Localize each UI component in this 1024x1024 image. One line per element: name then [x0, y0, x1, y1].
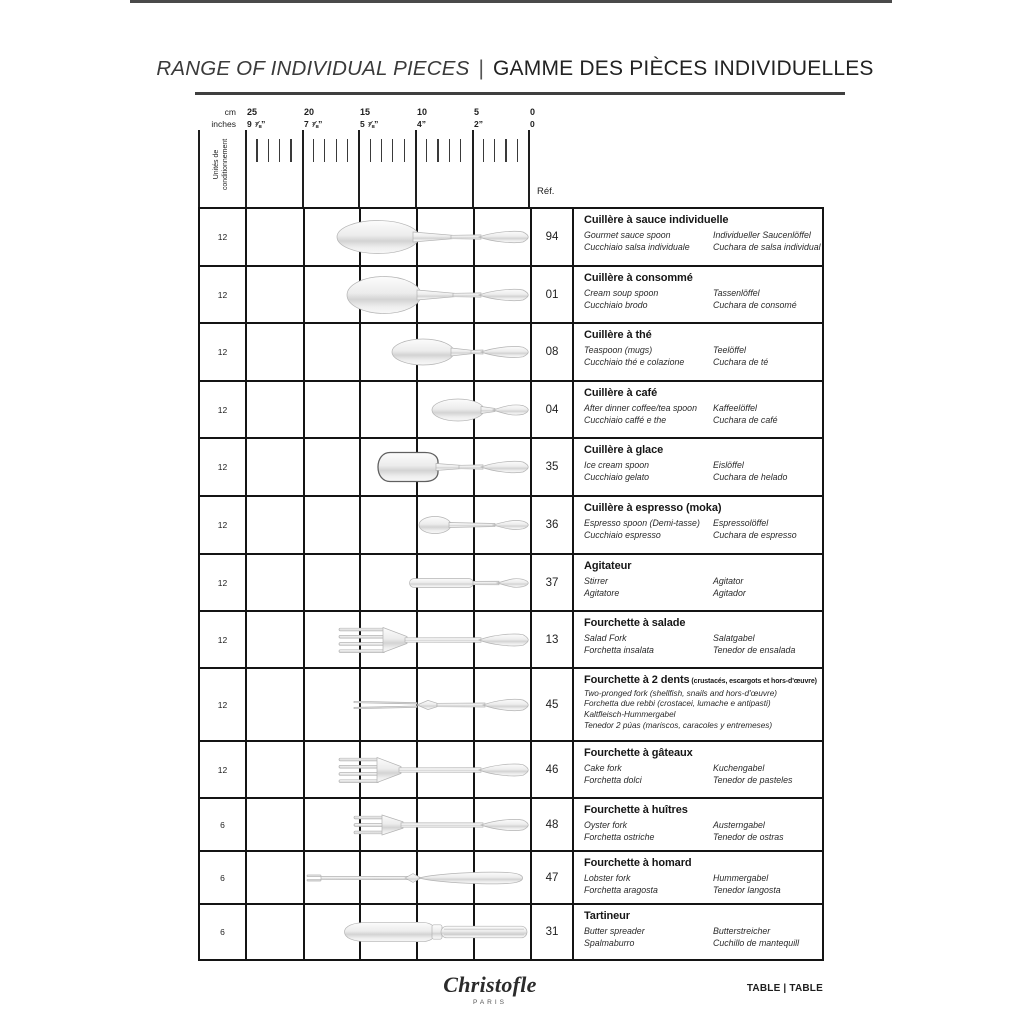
translations-left-column: [584, 632, 713, 657]
ruler-grid-cell: [247, 905, 532, 959]
ruler-tick: [290, 139, 291, 162]
ruler-cm-value: 10: [417, 107, 428, 117]
ref-number: 08: [532, 324, 574, 380]
piece-translations: [584, 287, 820, 312]
table-row: [200, 267, 822, 324]
table-row: [200, 497, 822, 555]
translations-right-column: [713, 459, 820, 484]
piece-name-french: Cuillère à consommé: [584, 272, 693, 284]
piece-description: [574, 382, 822, 437]
ruler-major-line: [245, 130, 247, 207]
ruler-grid-cell: [247, 669, 532, 740]
piece-name-french-note: (crustacés, escargots et hors-d'œuvre): [689, 678, 817, 685]
piece-description: [574, 209, 822, 265]
piece-translations: [584, 459, 820, 484]
translation-line: Forchetta ostriche: [584, 832, 655, 842]
packing-units-value: 12: [200, 267, 247, 322]
ref-number: 01: [532, 267, 574, 322]
ref-number: 47: [532, 852, 574, 903]
translation-line: Spalmaburro: [584, 938, 635, 948]
piece-translations: [584, 229, 820, 254]
ruler-tick: [483, 139, 484, 162]
ruler-tick: [381, 139, 382, 162]
title-separator: |: [478, 57, 485, 80]
ruler-grid-cell: [247, 382, 532, 437]
ruler-inch-value: 0: [530, 119, 535, 129]
translations-right-column: [713, 229, 821, 254]
translations-right-column: [713, 575, 820, 600]
ref-number: 36: [532, 497, 574, 553]
translations-right-column: [713, 819, 820, 844]
translation-line: Teaspoon (mugs): [584, 344, 653, 355]
pieces-table: [198, 207, 824, 961]
ruler-grid-cell: [247, 497, 532, 553]
cutlery-image-two-prong-fork: [247, 677, 530, 733]
table-row: [200, 439, 822, 497]
translation-line: Forchetta aragosta: [584, 885, 658, 895]
translation-line: Cucchiaio espresso: [584, 530, 661, 540]
translations-left-column: [584, 517, 713, 542]
piece-description: [574, 669, 822, 740]
piece-description: [574, 742, 822, 797]
translation-line: Cuchara de espresso: [713, 530, 797, 540]
translation-line: Austerngabel: [713, 819, 765, 830]
piece-translations: [584, 872, 820, 897]
translation-line: Tenedor de ostras: [713, 832, 784, 842]
ruler-grid-cell: [247, 555, 532, 610]
translation-line: Forchetta due rebbi (crostacei, lumache e antipasti): [584, 699, 771, 709]
translations-right-column: [713, 632, 820, 657]
ruler-grid-cell: [247, 209, 532, 265]
ruler-cm-value: 25: [247, 107, 258, 117]
translation-line: Tassenlöffel: [713, 287, 760, 298]
translation-line: Kuchengabel: [713, 762, 765, 773]
brand-footer: [425, 972, 555, 1006]
translation-line: Cuchara de café: [713, 415, 778, 425]
translations-right-column: [713, 344, 820, 369]
ruler-grid-cell: [247, 612, 532, 667]
ruler-tick: [256, 139, 257, 162]
translation-line: Cuchillo de mantequill: [713, 938, 800, 948]
ruler-tick: [268, 139, 269, 162]
piece-name-french: Cuillère à café: [584, 387, 658, 399]
translations-left-column: [584, 575, 713, 600]
ref-column-label: Réf.: [537, 186, 555, 197]
piece-description: [574, 905, 822, 959]
piece-name-french: Agitateur: [584, 560, 632, 572]
translation-line: Agitator: [713, 575, 744, 586]
ruler-cm-label: cm: [224, 107, 236, 117]
piece-name-french: Fourchette à homard: [584, 857, 692, 869]
translation-line: Cake fork: [584, 762, 622, 773]
ruler-grid-cell: [247, 852, 532, 903]
piece-translations: [584, 402, 820, 427]
translation-line: Forchetta dolci: [584, 775, 642, 785]
translations-left-column: [584, 402, 713, 427]
ruler-grid-cell: [247, 439, 532, 495]
ref-number: 35: [532, 439, 574, 495]
packing-units-value: 12: [200, 612, 247, 667]
ruler-grid-cell: [247, 267, 532, 322]
ruler-grid-cell: [247, 742, 532, 797]
ruler-inch-value: 4”: [417, 119, 426, 129]
translation-line: After dinner coffee/tea spoon: [584, 402, 697, 413]
cutlery-image-sauce-spoon: [247, 209, 530, 265]
translation-line: Two-pronged fork (shellfish, snails and hors-d'œuvre): [584, 688, 777, 698]
ruler-tick: [370, 139, 371, 162]
translation-line: Espresso spoon (Demi-tasse): [584, 517, 700, 528]
piece-description: [574, 852, 822, 903]
translations-left-column: [584, 229, 713, 254]
translations-left-column: [584, 762, 713, 787]
packing-units-value: 12: [200, 324, 247, 380]
translation-line: Stirrer: [584, 575, 608, 586]
translation-line: Tenedor langosta: [713, 885, 781, 895]
ruler-cm-value: 20: [304, 107, 315, 117]
piece-description: [574, 612, 822, 667]
translation-line: Oyster fork: [584, 819, 628, 830]
translation-line: Lobster fork: [584, 872, 631, 883]
footer-section-label: TABLE | TABLE: [746, 983, 823, 994]
packing-units-value: 12: [200, 497, 247, 553]
translations-right-column: [713, 287, 820, 312]
ruler-inch-value: 2”: [474, 119, 483, 129]
translations-right-column: [713, 925, 820, 950]
table-row: [200, 799, 822, 852]
ruler-tick: [404, 139, 405, 162]
translations-right-column: [713, 517, 820, 542]
ruler-inch-value: 9 ⅞”: [247, 119, 266, 129]
packing-units-value: 12: [200, 382, 247, 437]
piece-description: [574, 555, 822, 610]
piece-description: [574, 267, 822, 322]
cutlery-image-coffee-spoon: [247, 382, 530, 437]
ruler-tick: [392, 139, 393, 162]
table-row: [200, 742, 822, 799]
translation-line: Tenedor de ensalada: [713, 645, 796, 655]
piece-name-french: Cuillère à espresso (moka): [584, 502, 722, 514]
pieces-table-body: [200, 209, 822, 959]
piece-name-french: Fourchette à gâteaux: [584, 747, 693, 759]
ruler-inch-value: 7 ⅞”: [304, 119, 323, 129]
translation-line: Tenedor 2 púas (mariscos, caracoles y entremeses): [584, 720, 773, 730]
translations-left-column: [584, 872, 713, 897]
ruler-major-line: [415, 130, 417, 207]
ruler-tick: [279, 139, 280, 162]
translation-line: Agitador: [713, 588, 746, 598]
translation-line: Tenedor de pasteles: [713, 775, 793, 785]
piece-description: [574, 497, 822, 553]
translation-line: Cuchara de té: [713, 357, 769, 367]
packing-units-label: Unités de conditionnement: [213, 138, 230, 190]
page-top-edge: [130, 0, 892, 3]
brand-city: PARIS: [472, 999, 508, 1006]
ruler-tick: [517, 139, 518, 162]
ruler-grid-cell: [247, 324, 532, 380]
ruler-tick: [460, 139, 461, 162]
table-row: [200, 905, 822, 959]
translation-line: Cuchara de helado: [713, 472, 788, 482]
piece-name-french: Fourchette à 2 dents (crustacés, escargots et hors-d'œuvre): [584, 674, 817, 686]
page-title-english: RANGE OF INDIVIDUAL PIECES: [156, 57, 470, 80]
piece-translations: [584, 632, 820, 657]
ref-number: 46: [532, 742, 574, 797]
piece-translations: [584, 762, 820, 787]
ruler-major-line: [472, 130, 474, 207]
translation-line: Hummergabel: [713, 872, 769, 883]
ruler-tick: [313, 139, 314, 162]
ruler-major-line: [358, 130, 360, 207]
packing-units-value: 12: [200, 669, 247, 740]
cutlery-image-stirrer: [247, 555, 530, 610]
translation-line: Cucchiaio gelato: [584, 472, 650, 482]
translations-left-column: [584, 925, 713, 950]
translation-line: Forchetta insalata: [584, 645, 654, 655]
translation-line: Kaffeelöffel: [713, 402, 758, 413]
page-title: [156, 57, 874, 81]
piece-translations: [584, 344, 820, 369]
translations-left-column: [584, 287, 713, 312]
translations-right-column: [713, 402, 820, 427]
packing-units-value: 12: [200, 742, 247, 797]
ruler-cm-value: 5: [474, 107, 480, 117]
packing-units-value: 12: [200, 555, 247, 610]
packing-units-value: 6: [200, 905, 247, 959]
table-row: [200, 669, 822, 742]
piece-description: [574, 439, 822, 495]
table-row: [200, 612, 822, 669]
cutlery-image-teaspoon: [247, 324, 530, 380]
cutlery-image-ice-cream-spoon: [247, 439, 530, 495]
translation-line: Teelöffel: [713, 344, 746, 355]
translation-line: Cream soup spoon: [584, 287, 659, 298]
translation-line: Salad Fork: [584, 632, 627, 643]
piece-description: [574, 799, 822, 850]
translation-line: Kaltfleisch-Hummergabel: [584, 710, 676, 720]
table-row: [200, 382, 822, 439]
translation-line: Salatgabel: [713, 632, 755, 643]
ruler-cm-value: 15: [360, 107, 371, 117]
cutlery-image-salad-fork: [247, 612, 530, 667]
piece-translations: [584, 575, 820, 600]
cutlery-image-oyster-fork: [247, 799, 530, 850]
translations-left-column: [584, 459, 713, 484]
cutlery-image-lobster-fork: [247, 852, 530, 903]
ref-number: 37: [532, 555, 574, 610]
cutlery-image-cream-soup-spoon: [247, 267, 530, 322]
translation-line: Cucchiaio thé e colazione: [584, 357, 685, 367]
ref-number: 31: [532, 905, 574, 959]
translation-line: Butter spreader: [584, 925, 645, 936]
packing-units-value: 12: [200, 439, 247, 495]
cutlery-image-cake-fork: [247, 742, 530, 797]
ruler-tick: [336, 139, 337, 162]
piece-description: [574, 324, 822, 380]
piece-name-french: Cuillère à thé: [584, 329, 652, 341]
translations-left-column: [584, 344, 713, 369]
ruler-grid-cell: [247, 799, 532, 850]
translation-line: Cucchiaio salsa individuale: [584, 242, 690, 252]
translation-line: Cuchara de consomé: [713, 300, 797, 310]
ref-number: 48: [532, 799, 574, 850]
ruler-cm-value: 0: [530, 107, 536, 117]
packing-units-value: 6: [200, 852, 247, 903]
cutlery-image-butter-spreader: [247, 905, 530, 959]
ruler-inches-label: inches: [211, 119, 236, 129]
translation-line: Cuchara de salsa individual: [713, 242, 821, 252]
ref-number: 13: [532, 612, 574, 667]
ruler-tick: [347, 139, 348, 162]
translation-line: Individueller Saucenlöffel: [713, 229, 811, 240]
ruler-tick: [426, 139, 427, 162]
translation-line: Gourmet sauce spoon: [584, 229, 671, 240]
translation-line: Cucchiaio caffé e the: [584, 415, 667, 425]
piece-name-french: Fourchette à huîtres: [584, 804, 688, 816]
packing-units-value: 12: [200, 209, 247, 265]
ruler-tick: [437, 139, 438, 162]
ruler-inch-value: 5 ⅞”: [360, 119, 379, 129]
piece-translations: [584, 819, 820, 844]
page-title-french: GAMME DES PIÈCES INDIVIDUELLES: [493, 57, 874, 80]
piece-translations: [584, 517, 820, 542]
ref-number: 45: [532, 669, 574, 740]
ruler-major-line: [302, 130, 304, 207]
translation-line: Eislöffel: [713, 459, 744, 470]
translations-right-column: [713, 872, 820, 897]
piece-name-french: Cuillère à sauce individuelle: [584, 214, 729, 226]
ruler-tick: [494, 139, 495, 162]
piece-translations: [584, 689, 820, 732]
translation-line: Ice cream spoon: [584, 459, 650, 470]
cutlery-image-espresso-spoon: [247, 497, 530, 553]
piece-name-french: Tartineur: [584, 910, 630, 922]
translation-line: Espressolöffel: [713, 517, 769, 528]
table-row: [200, 852, 822, 905]
table-row: [200, 324, 822, 382]
translations-right-column: [713, 762, 820, 787]
ref-number: 94: [532, 209, 574, 265]
table-row: [200, 555, 822, 612]
translation-line: Butterstreicher: [713, 925, 771, 936]
packing-units-value: 6: [200, 799, 247, 850]
translation-line: Agitatore: [584, 588, 620, 598]
ruler-tick: [324, 139, 325, 162]
table-row: [200, 209, 822, 267]
ruler-major-line: [528, 130, 530, 207]
ruler-tick: [505, 139, 506, 162]
translation-line: Cucchiaio brodo: [584, 300, 648, 310]
ref-number: 04: [532, 382, 574, 437]
piece-name-french: Cuillère à glace: [584, 444, 664, 456]
piece-translations: [584, 925, 820, 950]
translations-left-column: [584, 819, 713, 844]
piece-name-french: Fourchette à salade: [584, 617, 686, 629]
title-underline: [195, 92, 845, 95]
ruler-tick: [449, 139, 450, 162]
brand-logo: Christofle: [443, 972, 537, 997]
